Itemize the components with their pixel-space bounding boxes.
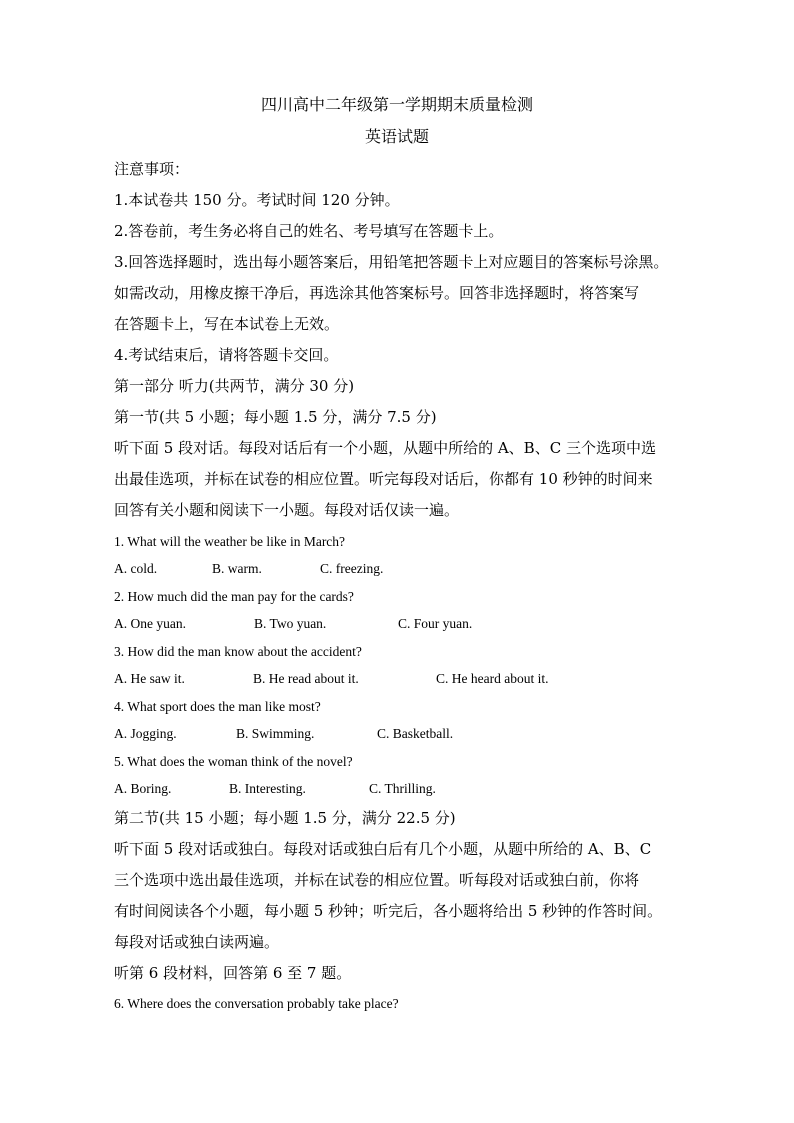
question-1-option-b: B. warm. xyxy=(212,561,262,576)
question-3-option-c: C. He heard about it. xyxy=(436,671,549,686)
question-6: 6. Where does the conversation probably take place? xyxy=(114,996,399,1011)
section2-instruction-line-4: 每段对话或独白读两遍。 xyxy=(114,933,280,951)
question-4-option-b: B. Swimming. xyxy=(236,726,315,741)
question-5: 5. What does the woman think of the novel? xyxy=(114,754,353,769)
material-6-heading: 听第 6 段材料，回答第 6 至 7 题。 xyxy=(114,964,352,982)
question-2-option-c: C. Four yuan. xyxy=(398,616,473,631)
question-5-option-b: B. Interesting. xyxy=(229,781,306,796)
notice-item-3-line-3: 在答题卡上，写在本试卷上无效。 xyxy=(114,315,340,333)
question-5-option-c: C. Thrilling. xyxy=(369,781,436,796)
question-2: 2. How much did the man pay for the cards? xyxy=(114,589,354,604)
section2-instruction-line-2: 三个选项中选出最佳选项，并标在试卷的相应位置。听每段对话或独白前，你将 xyxy=(114,871,640,889)
question-1-option-a: A. cold. xyxy=(114,561,158,576)
question-3-option-a: A. He saw it. xyxy=(114,671,185,686)
section2-heading: 第二节(共 15 小题；每小题 1.5 分，满分 22.5 分) xyxy=(114,809,456,827)
section2-instruction-line-3: 有时间阅读各个小题，每小题 5 秒钟；听完后，各小题将给出 5 秒钟的作答时间。 xyxy=(114,902,663,920)
notice-heading: 注意事项： xyxy=(114,160,190,178)
notice-item-1: 1.本试卷共 150 分。考试时间 120 分钟。 xyxy=(114,191,400,209)
section1-instruction-line-3: 回答有关小题和阅读下一小题。每段对话仅读一遍。 xyxy=(114,501,460,519)
section1-heading: 第一节(共 5 小题；每小题 1.5 分，满分 7.5 分) xyxy=(114,408,437,426)
part1-heading: 第一部分 听力(共两节，满分 30 分) xyxy=(114,377,355,395)
question-2-option-b: B. Two yuan. xyxy=(254,616,327,631)
question-1-option-c: C. freezing. xyxy=(320,561,384,576)
question-4-option-c: C. Basketball. xyxy=(377,726,454,741)
question-4-option-a: A. Jogging. xyxy=(114,726,177,741)
notice-item-3-line-1: 3.回答选择题时，选出每小题答案后，用铅笔把答题卡上对应题目的答案标号涂黑。 xyxy=(114,253,669,271)
notice-item-4: 4.考试结束后，请将答题卡交回。 xyxy=(114,346,339,364)
notice-item-3-line-2: 如需改动，用橡皮擦干净后，再选涂其他答案标号。回答非选择题时，将答案写 xyxy=(114,284,640,302)
section1-instruction-line-2: 出最佳选项，并标在试卷的相应位置。听完每段对话后，你都有 10 秒钟的时间来 xyxy=(114,470,653,488)
section1-instruction-line-1: 听下面 5 段对话。每段对话后有一个小题，从题中所给的 A、B、C 三个选项中选 xyxy=(114,439,656,457)
section2-instruction-line-1: 听下面 5 段对话或独白。每段对话或独白后有几个小题，从题中所给的 A、B、C xyxy=(114,840,652,858)
question-5-option-a: A. Boring. xyxy=(114,781,172,796)
question-2-option-a: A. One yuan. xyxy=(114,616,186,631)
exam-title: 四川高中二年级第一学期期末质量检测 xyxy=(260,95,533,114)
notice-item-2: 2.答卷前，考生务必将自己的姓名、考号填写在答题卡上。 xyxy=(114,222,504,240)
question-1: 1. What will the weather be like in March? xyxy=(114,534,346,549)
exam-subtitle: 英语试题 xyxy=(364,127,429,146)
question-4: 4. What sport does the man like most? xyxy=(114,699,321,714)
question-3-option-b: B. He read about it. xyxy=(253,671,359,686)
question-3: 3. How did the man know about the accident? xyxy=(114,644,362,659)
